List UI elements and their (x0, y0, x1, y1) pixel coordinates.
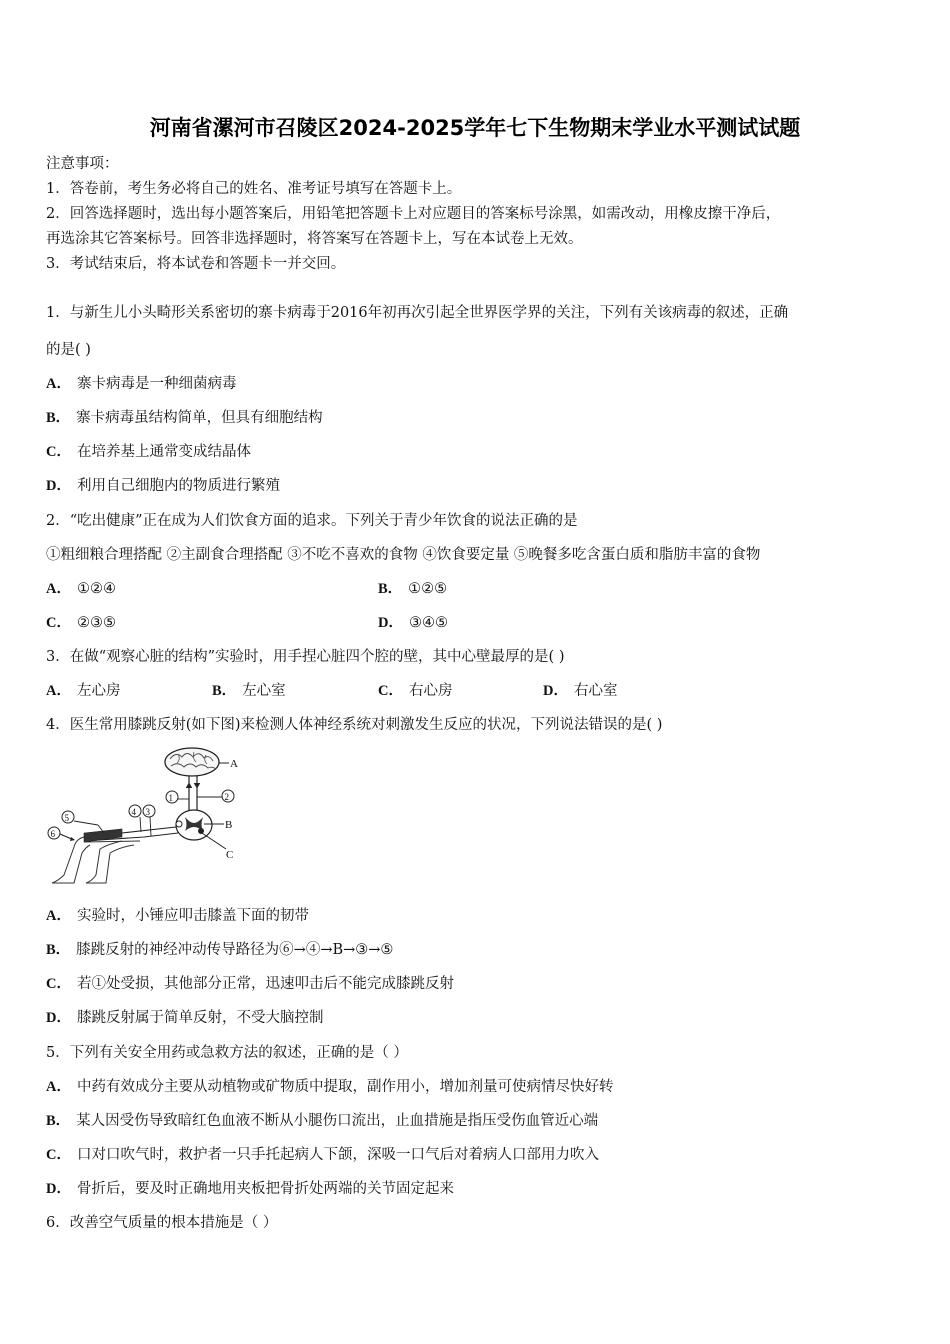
svg-text:5: 5 (64, 813, 69, 823)
question-4-option-d (46, 1006, 323, 1027)
notice-item: 3．考试结束后，将本试卷和答题卡一并交回。 (46, 256, 346, 272)
knee-jerk-reflex-figure (44, 745, 250, 887)
question-1-stem: 1．与新生儿小头畸形关系密切的寨卡病毒于2016年初再次引起全世界医学界的关注，下列有关该病毒的叙述，正确 (46, 305, 789, 321)
option-text: ③④⑤ (408, 615, 448, 631)
question-6-stem: 6．改善空气质量的根本措施是（ ） (46, 1215, 278, 1231)
option-letter: C． (46, 444, 71, 460)
question-1-option-d (46, 474, 280, 495)
svg-text:1: 1 (168, 793, 173, 803)
question-2-option-d (378, 611, 448, 632)
option-text: ②③⑤ (76, 615, 116, 631)
option-text: 在培养基上通常变成结晶体 (76, 444, 251, 460)
option-text: 口对口吹气时，救护者一只手托起病人下颌，深吸一口气后对着病人口部用力吹入 (76, 1147, 599, 1163)
option-text: 右心房 (408, 683, 453, 699)
option-text: 左心房 (76, 683, 121, 699)
option-letter: A． (46, 683, 71, 699)
option-text: 寨卡病毒虽结构简单，但具有细胞结构 (76, 410, 323, 426)
svg-text:B: B (225, 819, 233, 831)
notice-heading: 注意事项： (46, 156, 119, 172)
notice-item: 2．回答选择题时，选出每小题答案后，用铅笔把答题卡上对应题目的答案标号涂黑，如需改动，用橡皮擦干净后， (46, 206, 781, 222)
question-3-option-b (212, 679, 286, 700)
option-letter: B． (46, 410, 71, 426)
option-letter: D． (543, 683, 568, 699)
question-2-option-b (378, 577, 447, 598)
option-letter: D． (46, 1010, 71, 1026)
option-text: 利用自己细胞内的物质进行繁殖 (76, 478, 280, 494)
option-text: 若①处受损，其他部分正常，迅速叩击后不能完成膝跳反射 (76, 976, 454, 992)
option-text: ①②④ (76, 581, 116, 597)
question-3-stem: 3．在做“观察心脏的结构”实验时，用手捏心脏四个腔的壁，其中心壁最厚的是( ) (46, 649, 565, 665)
option-text: 右心室 (573, 683, 618, 699)
question-3-option-d (543, 679, 617, 700)
question-4-option-c (46, 972, 454, 993)
svg-text:C: C (226, 849, 234, 861)
option-letter: D． (46, 1181, 71, 1197)
svg-text:3: 3 (145, 807, 150, 817)
question-1-stem-cont: 的是( ) (46, 342, 91, 358)
option-text: 某人因受伤导致暗红色血液不断从小腿伤口流出，止血措施是指压受伤血管近心端 (76, 1113, 599, 1129)
page-title: 河南省漯河市召陵区2024-2025学年七下生物期末学业水平测试试题 (149, 116, 801, 140)
option-letter: D． (46, 478, 71, 494)
option-text: 中药有效成分主要从动植物或矿物质中提取，副作用小，增加剂量可使病情尽快好转 (76, 1079, 614, 1095)
option-letter: C． (378, 683, 403, 699)
option-text: ①②⑤ (408, 581, 448, 597)
option-letter: B． (212, 683, 237, 699)
option-text: 实验时，小锤应叩击膝盖下面的韧带 (76, 908, 309, 924)
svg-text:A: A (230, 758, 238, 770)
question-5-stem: 5．下列有关安全用药或急救方法的叙述，正确的是（ ） (46, 1045, 408, 1061)
option-text: 膝跳反射的神经冲动传导路径为⑥→④→B→③→⑤ (76, 942, 394, 958)
option-letter: A． (46, 1079, 71, 1095)
svg-text:6: 6 (50, 829, 55, 839)
question-1-option-b (46, 406, 323, 427)
question-1-option-a (46, 372, 236, 393)
question-2-stem: 2．“吃出健康”正在成为人们饮食方面的追求。下列关于青少年饮食的说法正确的是 (46, 513, 578, 529)
brain-icon (165, 748, 219, 776)
option-letter: B． (46, 1113, 71, 1129)
question-5-option-c (46, 1143, 599, 1164)
option-letter: A． (46, 376, 71, 392)
question-5-option-d (46, 1177, 454, 1198)
reflex-arc-diagram (44, 745, 250, 887)
question-5-option-a (46, 1075, 613, 1096)
option-letter: A． (46, 908, 71, 924)
question-2-statements: ①粗细粮合理搭配 ②主副食合理搭配 ③不吃不喜欢的食物 ④饮食要定量 ⑤晚餐多吃含蛋白质和脂肪丰富的食物 (46, 547, 761, 563)
svg-text:4: 4 (131, 807, 136, 817)
option-text: 寨卡病毒是一种细菌病毒 (76, 376, 237, 392)
option-letter: B． (378, 581, 403, 597)
option-letter: C． (46, 1147, 71, 1163)
question-1-option-c (46, 440, 251, 461)
option-text: 左心室 (242, 683, 286, 699)
question-4-option-b (46, 938, 393, 959)
svg-text:2: 2 (224, 792, 229, 802)
question-2-option-a (46, 577, 116, 598)
option-letter: C． (46, 976, 71, 992)
option-letter: A． (46, 581, 71, 597)
question-4-stem: 4．医生常用膝跳反射(如下图)来检测人体神经系统对刺激发生反应的状况，下列说法错误的是( ) (46, 717, 663, 733)
notice-item: 再选涂其它答案标号。回答非选择题时，将答案写在答题卡上，写在本试卷上无效。 (46, 231, 583, 247)
question-2-option-c (46, 611, 116, 632)
question-3-option-c (378, 679, 452, 700)
question-4-option-a (46, 904, 309, 925)
option-text: 膝跳反射属于简单反射，不受大脑控制 (76, 1010, 324, 1026)
option-text: 骨折后，要及时正确地用夹板把骨折处两端的关节固定起来 (76, 1181, 454, 1197)
notice-item: 1．答卷前，考生务必将自己的姓名、准考证号填写在答题卡上。 (46, 181, 462, 197)
option-letter: B． (46, 942, 71, 958)
option-letter: D． (378, 615, 403, 631)
option-letter: C． (46, 615, 71, 631)
question-3-option-a (46, 679, 120, 700)
question-5-option-b (46, 1109, 598, 1130)
